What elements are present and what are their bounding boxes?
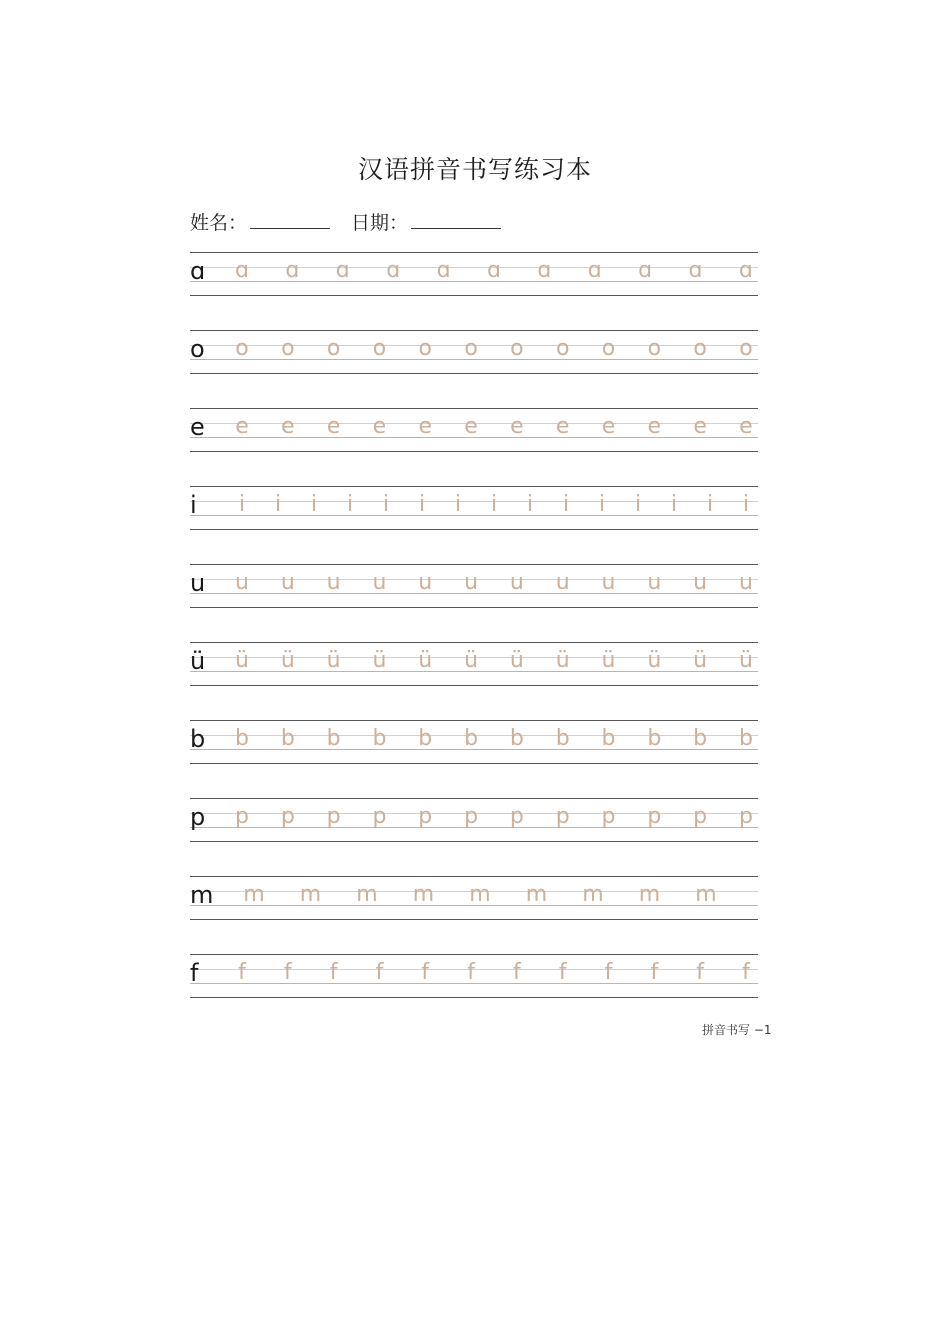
trace-letter: m <box>638 882 661 907</box>
trace-letter: p <box>555 804 570 829</box>
practice-row <box>190 330 758 374</box>
trace-letter: i <box>454 492 462 517</box>
name-blank[interactable] <box>250 228 330 229</box>
trace-letter: m <box>356 882 378 907</box>
trace-letter: f <box>467 960 475 985</box>
practice-row <box>190 486 758 530</box>
trace-letter: p <box>418 804 433 829</box>
trace-letter: e <box>693 414 707 439</box>
ruling-line <box>190 529 758 530</box>
trace-letter: o <box>372 336 387 361</box>
trace-letter: ɑ <box>738 258 753 283</box>
trace-letter: i <box>526 492 534 517</box>
trace-letter: b <box>693 726 708 751</box>
date-label: 日期： <box>351 212 409 234</box>
ruling-line <box>190 720 758 721</box>
trace-letter: i <box>670 492 678 517</box>
model-letter: ü <box>190 647 206 675</box>
trace-letter: i <box>346 492 354 517</box>
trace-letter: u <box>372 570 387 595</box>
trace-letter: u <box>418 570 433 595</box>
trace-letter: b <box>555 726 570 751</box>
practice-row <box>190 876 758 920</box>
practice-row <box>190 642 758 686</box>
trace-letters[interactable] <box>230 412 758 442</box>
trace-letter: u <box>464 570 479 595</box>
model-letter: o <box>190 335 205 363</box>
trace-letter: i <box>598 492 606 517</box>
trace-letter: p <box>647 804 662 829</box>
trace-letter: i <box>562 492 570 517</box>
trace-letter: o <box>739 336 753 361</box>
trace-letter: p <box>235 804 249 829</box>
trace-letter: b <box>280 726 295 751</box>
trace-letter: ü <box>235 648 249 673</box>
ruling-line <box>190 685 758 686</box>
ruling-line <box>190 607 758 608</box>
trace-letter: m <box>299 882 322 907</box>
ruling-line <box>190 841 758 842</box>
trace-letter: b <box>464 726 479 751</box>
trace-letter: ü <box>647 648 662 673</box>
trace-letter: f <box>558 960 567 985</box>
trace-letter: e <box>464 414 478 439</box>
trace-letter: e <box>601 414 616 439</box>
trace-letter: e <box>281 414 295 439</box>
practice-row <box>190 798 758 842</box>
model-letter: ɑ <box>190 257 206 285</box>
trace-letter: e <box>372 414 387 439</box>
model-letter: p <box>190 803 206 831</box>
trace-letter: e <box>418 414 433 439</box>
trace-letter: i <box>310 492 318 517</box>
trace-letter: o <box>693 336 707 361</box>
trace-letter: ü <box>372 648 387 673</box>
trace-letter: u <box>326 570 341 595</box>
trace-letter: ü <box>601 648 616 673</box>
trace-letter: b <box>509 726 524 751</box>
trace-letter: ɑ <box>386 258 401 283</box>
date-blank[interactable] <box>411 228 501 229</box>
trace-letter: o <box>601 336 616 361</box>
trace-letter: p <box>509 804 524 829</box>
ruling-line <box>190 486 758 487</box>
practice-row <box>190 954 758 998</box>
trace-letter: i <box>382 492 390 517</box>
ruling-line <box>190 564 758 565</box>
trace-letter: p <box>693 804 708 829</box>
trace-letter: u <box>738 570 753 595</box>
trace-letter: f <box>513 960 521 985</box>
trace-letter: m <box>412 882 435 907</box>
ruling-line <box>190 330 758 331</box>
page-footer: 拼音书写 −1 <box>702 1023 772 1037</box>
trace-letter: ü <box>509 648 524 673</box>
trace-letter: f <box>742 960 750 985</box>
trace-letter: i <box>418 492 426 517</box>
trace-letter: m <box>469 882 491 907</box>
trace-letter: o <box>418 336 432 361</box>
model-letter: f <box>190 959 199 987</box>
trace-letters[interactable] <box>230 490 758 520</box>
trace-letter: e <box>555 414 570 439</box>
trace-letter: p <box>601 804 616 829</box>
ruling-line <box>190 919 758 920</box>
trace-letters[interactable] <box>230 802 758 832</box>
trace-letter: e <box>510 414 524 439</box>
trace-letter: u <box>509 570 524 595</box>
ruling-line <box>190 876 758 877</box>
trace-letter: m <box>582 882 604 907</box>
model-letter: m <box>190 881 214 909</box>
trace-letter: f <box>375 960 384 985</box>
trace-letter: ɑ <box>285 258 300 283</box>
trace-letters[interactable] <box>230 724 758 754</box>
trace-letter: i <box>634 492 642 517</box>
ruling-line <box>190 763 758 764</box>
trace-letter: ɑ <box>235 258 249 283</box>
trace-letter: f <box>283 960 292 985</box>
trace-letter: b <box>601 726 616 751</box>
trace-letter: i <box>274 492 282 517</box>
trace-letter: b <box>647 726 662 751</box>
name-label: 姓名： <box>190 212 248 234</box>
ruling-line <box>190 408 758 409</box>
trace-letter: f <box>238 960 246 985</box>
trace-letter: i <box>706 492 714 517</box>
trace-letters[interactable] <box>230 334 758 364</box>
trace-letter: f <box>604 960 613 985</box>
trace-letter: ü <box>693 648 708 673</box>
trace-letter: ɑ <box>335 258 350 283</box>
practice-row <box>190 252 758 296</box>
ruling-line <box>190 997 758 998</box>
trace-letter: u <box>280 570 295 595</box>
ruling-line <box>190 373 758 374</box>
trace-letter: i <box>742 492 750 517</box>
ruling-line <box>190 798 758 799</box>
practice-row <box>190 564 758 608</box>
trace-letter: f <box>421 960 430 985</box>
trace-letter: ü <box>326 648 341 673</box>
model-letter: u <box>190 569 206 597</box>
trace-letter: i <box>490 492 498 517</box>
trace-letter: p <box>326 804 341 829</box>
trace-letter: ü <box>738 648 753 673</box>
trace-letter: ɑ <box>587 258 602 283</box>
trace-letter: ɑ <box>436 258 451 283</box>
trace-letter: o <box>326 336 341 361</box>
practice-row <box>190 720 758 764</box>
ruling-line <box>190 451 758 452</box>
trace-letter: b <box>326 726 341 751</box>
trace-letter: ɑ <box>638 258 653 283</box>
trace-letters[interactable] <box>230 646 758 676</box>
ruling-line <box>190 642 758 643</box>
ruling-line <box>190 252 758 253</box>
trace-letter: ü <box>280 648 295 673</box>
trace-letters[interactable] <box>230 958 758 988</box>
trace-letter: u <box>601 570 616 595</box>
trace-letter: ü <box>555 648 570 673</box>
trace-letter: ü <box>418 648 433 673</box>
trace-letter: o <box>510 336 524 361</box>
trace-letter: e <box>647 414 662 439</box>
ruling-line <box>190 295 758 296</box>
worksheet-title: 汉语拼音书写练习本 <box>357 155 592 184</box>
trace-letter: u <box>555 570 570 595</box>
model-letter: e <box>190 413 205 441</box>
trace-letter: e <box>739 414 753 439</box>
trace-letter: b <box>418 726 433 751</box>
trace-letter: f <box>696 960 704 985</box>
trace-letter: ɑ <box>486 258 501 283</box>
trace-letter: b <box>235 726 249 751</box>
trace-letter: f <box>329 960 338 985</box>
trace-letters[interactable] <box>230 568 758 598</box>
trace-letter: u <box>235 570 249 595</box>
practice-row <box>190 408 758 452</box>
trace-letter: b <box>372 726 387 751</box>
trace-letter: o <box>235 336 249 361</box>
trace-letter: m <box>525 882 548 907</box>
trace-letter: ɑ <box>537 258 552 283</box>
trace-letter: i <box>238 492 246 517</box>
trace-letter: p <box>464 804 479 829</box>
ruling-line <box>190 954 758 955</box>
trace-letter: o <box>647 336 662 361</box>
trace-letter: ɑ <box>688 258 703 283</box>
trace-letter: p <box>372 804 387 829</box>
trace-letter: u <box>647 570 662 595</box>
trace-letters[interactable] <box>230 256 758 286</box>
trace-letter: m <box>695 882 717 907</box>
trace-letter: u <box>693 570 708 595</box>
trace-letter: o <box>555 336 570 361</box>
trace-letter: e <box>326 414 341 439</box>
practice-rows <box>190 252 758 1032</box>
trace-letter: p <box>738 804 753 829</box>
trace-letter: e <box>235 414 249 439</box>
model-letter: i <box>190 491 197 519</box>
model-letter: b <box>190 725 206 753</box>
trace-letter: o <box>464 336 478 361</box>
trace-letter: o <box>281 336 295 361</box>
trace-letter: m <box>243 882 265 907</box>
trace-letter: ü <box>464 648 479 673</box>
trace-letter: f <box>650 960 659 985</box>
trace-letter: p <box>280 804 295 829</box>
trace-letters[interactable] <box>242 880 718 910</box>
trace-letter: b <box>738 726 753 751</box>
